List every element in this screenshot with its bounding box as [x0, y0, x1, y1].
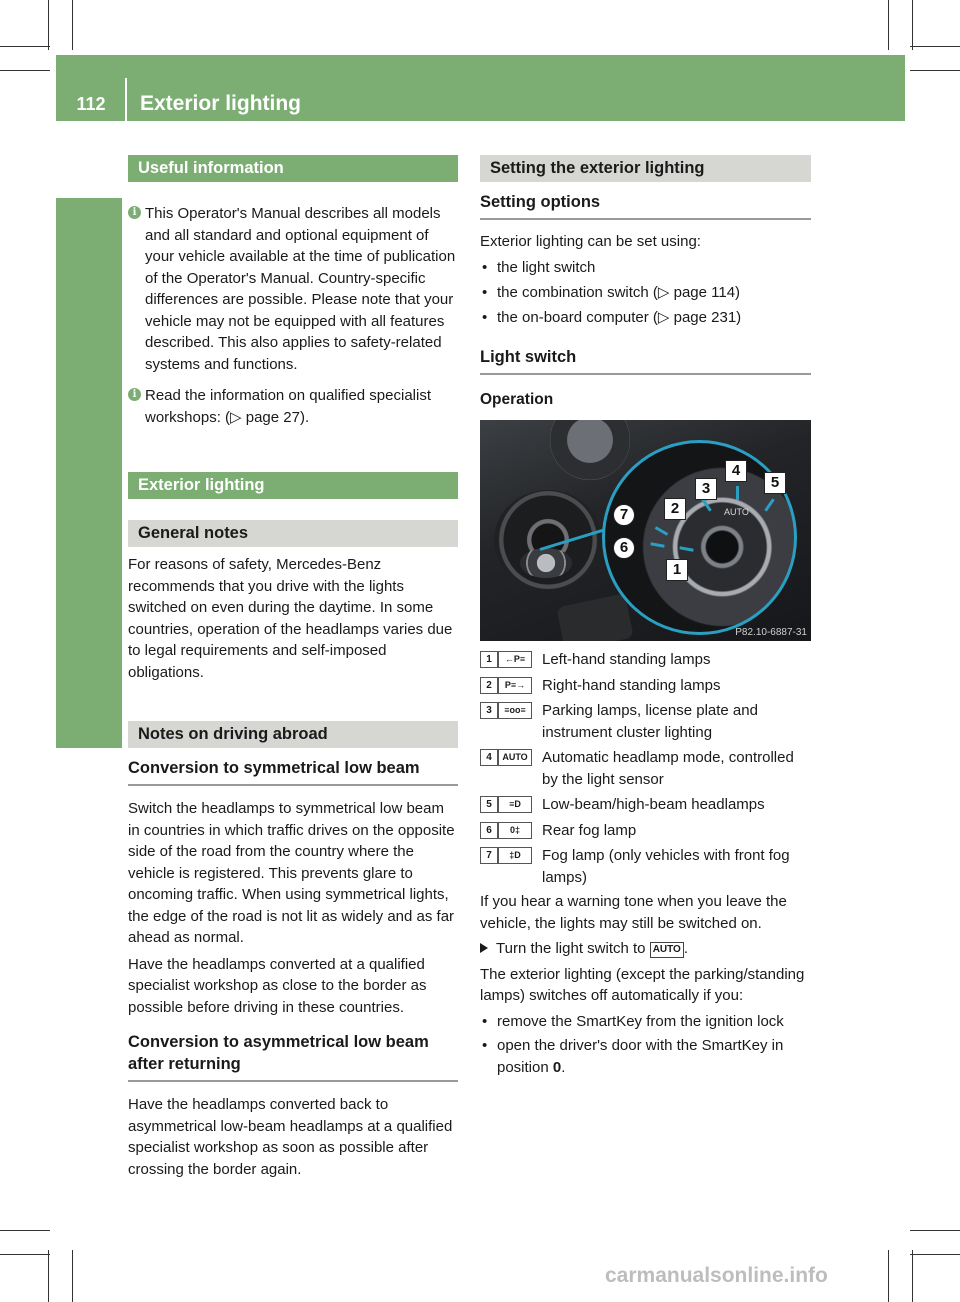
crop-mark: [48, 0, 49, 50]
crop-mark: [910, 1254, 960, 1255]
list-item: • the combination switch (▷ page 114): [480, 282, 811, 304]
legend-symbol-icon: 0‡: [498, 822, 532, 839]
general-notes-text: For reasons of safety, Mercedes-Benz recommends that you drive with the lights switched on even during the daytime. In some countries, operation of the headlamps varies due to legal requirements and self-imposed obligations.: [128, 556, 453, 681]
legend-item: [480, 675, 811, 697]
legend-text: Right-hand standing lamps: [542, 676, 721, 694]
heading-symmetrical-low-beam: Conversion to symmetrical low beam: [128, 757, 458, 786]
legend-text: Low-beam/high-beam headlamps: [542, 796, 765, 813]
info-note: [128, 385, 458, 428]
crop-mark: [72, 1250, 73, 1302]
legend-symbol-icon: AUTO: [498, 749, 532, 766]
legend-keys: [480, 822, 532, 839]
legend-number: 1: [480, 651, 498, 668]
list-item: • open the driver's door with the SmartKey in position 0.: [480, 1035, 811, 1078]
step-text: Turn the light switch to: [496, 940, 646, 957]
legend-keys: [480, 702, 532, 719]
heading-asymmetrical-low-beam: Conversion to asymmetrical low beam after returning: [128, 1031, 458, 1082]
list-item-text: open the driver's door with the SmartKey in position: [497, 1037, 784, 1076]
right-column: [480, 155, 811, 1078]
list-item: • the light switch: [480, 257, 811, 279]
paragraph: Switch the headlamps to symmetrical low beam in countries in which traffic drives on the opposite side of the road from the country where the vehicle is registered. This prevents glare to oncoming traffic. When using symmetrical lights, the edge of the road is not lit as widely and as far ahead as normal.: [128, 800, 455, 946]
paragraph: Have the headlamps converted at a qualified specialist workshop as close to the border as possible before driving in these countries.: [128, 955, 427, 1016]
heading-setting-options: Setting options: [480, 191, 811, 220]
legend-item: [480, 700, 811, 743]
subsection-band-general-notes: General notes: [128, 520, 458, 547]
callout-5: 5: [764, 472, 786, 494]
callout-3: 3: [695, 478, 717, 500]
auto-off-text: The exterior lighting (except the parking/standing lamps) switches off automatically if you:: [480, 965, 805, 1004]
auto-symbol: AUTO: [650, 942, 684, 958]
heading-operation: Operation: [480, 391, 554, 408]
callout-2: 2: [664, 498, 686, 520]
legend-symbol-icon: ≡oo≡: [498, 702, 532, 719]
info-icon: i: [128, 388, 141, 401]
crop-mark: [912, 0, 913, 50]
legend-item: [480, 649, 811, 671]
legend-number: 4: [480, 749, 498, 766]
instruction-step: Turn the light switch to AUTO .: [480, 938, 811, 960]
left-column: [128, 155, 458, 1180]
crop-mark: [910, 46, 960, 47]
callout-1: 1: [666, 559, 688, 581]
crop-mark: [888, 1250, 889, 1302]
legend-symbol-icon: ←P≡: [498, 651, 532, 668]
legend-keys: [480, 651, 532, 668]
legend-symbol-icon: P≡→: [498, 677, 532, 694]
page-title: Exterior lighting: [140, 92, 302, 115]
legend-item: [480, 820, 811, 842]
heading-light-switch: Light switch: [480, 346, 811, 375]
chapter-label: Lights and windshield wipers: [89, 435, 112, 728]
header-divider: [125, 78, 127, 121]
legend-number: 3: [480, 702, 498, 719]
crop-mark: [72, 0, 73, 50]
legend-text: Parking lamps, license plate and instrument cluster lighting: [542, 702, 758, 741]
info-note-text: Read the information on qualified specialist workshops: (▷ page 27).: [145, 387, 432, 426]
instrument-gauge: [550, 420, 630, 480]
legend-item: [480, 747, 811, 790]
callout-6: 6: [613, 537, 635, 559]
crop-mark: [0, 70, 50, 71]
legend-keys: [480, 796, 532, 813]
legend-number: 7: [480, 847, 498, 864]
list-item: • the on-board computer (▷ page 231): [480, 307, 811, 329]
section-band-useful-information: Useful information: [128, 155, 458, 182]
setting-options-intro: Exterior lighting can be set using:: [480, 233, 701, 250]
legend-text: Automatic headlamp mode, controlled by the light sensor: [542, 749, 794, 788]
crop-mark: [0, 1254, 50, 1255]
crop-mark: [0, 46, 50, 47]
info-icon: i: [128, 206, 141, 219]
crop-mark: [888, 0, 889, 50]
legend-text: Fog lamp (only vehicles with front fog lamps): [542, 847, 790, 886]
watermark: carmanualsonline.info: [605, 1264, 828, 1287]
legend-number: 6: [480, 822, 498, 839]
callout-4: 4: [725, 460, 747, 482]
info-note-text: This Operator's Manual describes all models and all standard and optional equipment of your vehicle available at the time of publication of the Operator's Manual. Country-specific differences are possible. Please note that your vehicle may not be equipped with all features described. This also applies to safety-related systems and functions.: [145, 205, 456, 373]
switch-legend: [480, 649, 811, 888]
warning-text: If you hear a warning tone when you leave the vehicle, the lights may still be switched on.: [480, 893, 787, 932]
list-item: • remove the SmartKey from the ignition lock: [480, 1011, 811, 1033]
legend-number: 5: [480, 796, 498, 813]
section-band-setting-exterior-lighting: Setting the exterior lighting: [480, 155, 811, 182]
crop-mark: [0, 1230, 50, 1231]
light-switch-detail: [602, 440, 797, 635]
crop-mark: [48, 1250, 49, 1302]
legend-symbol-icon: ≡D: [498, 796, 532, 813]
legend-item: [480, 845, 811, 888]
legend-keys: [480, 677, 532, 694]
crop-mark: [912, 1250, 913, 1302]
crop-mark: [910, 1230, 960, 1231]
paragraph: Have the headlamps converted back to asymmetrical low-beam headlamps at a qualified specialist workshop as soon as possible after crossing the border again.: [128, 1096, 453, 1178]
callout-7: 7: [613, 504, 635, 526]
legend-item: [480, 794, 811, 816]
page-number: 112: [76, 94, 106, 114]
legend-number: 2: [480, 677, 498, 694]
info-note: [128, 203, 458, 375]
legend-symbol-icon: ‡D: [498, 847, 532, 864]
auto-marking: AUTO: [724, 507, 749, 517]
photo-code: P82.10-6887-31: [735, 627, 807, 638]
legend-keys: [480, 847, 532, 864]
light-switch-photo: [480, 420, 811, 641]
legend-keys: [480, 749, 532, 766]
position-marker: [736, 486, 739, 500]
subsection-band-driving-abroad: Notes on driving abroad: [128, 721, 458, 748]
light-switch-knob: [520, 548, 572, 578]
position-value: 0: [552, 1058, 562, 1076]
legend-text: Rear fog lamp: [542, 821, 637, 839]
pedal: [556, 593, 634, 641]
step-arrow-icon: [480, 943, 488, 953]
section-band-exterior-lighting: Exterior lighting: [128, 472, 458, 499]
legend-text: Left-hand standing lamps: [542, 651, 711, 668]
crop-mark: [910, 70, 960, 71]
